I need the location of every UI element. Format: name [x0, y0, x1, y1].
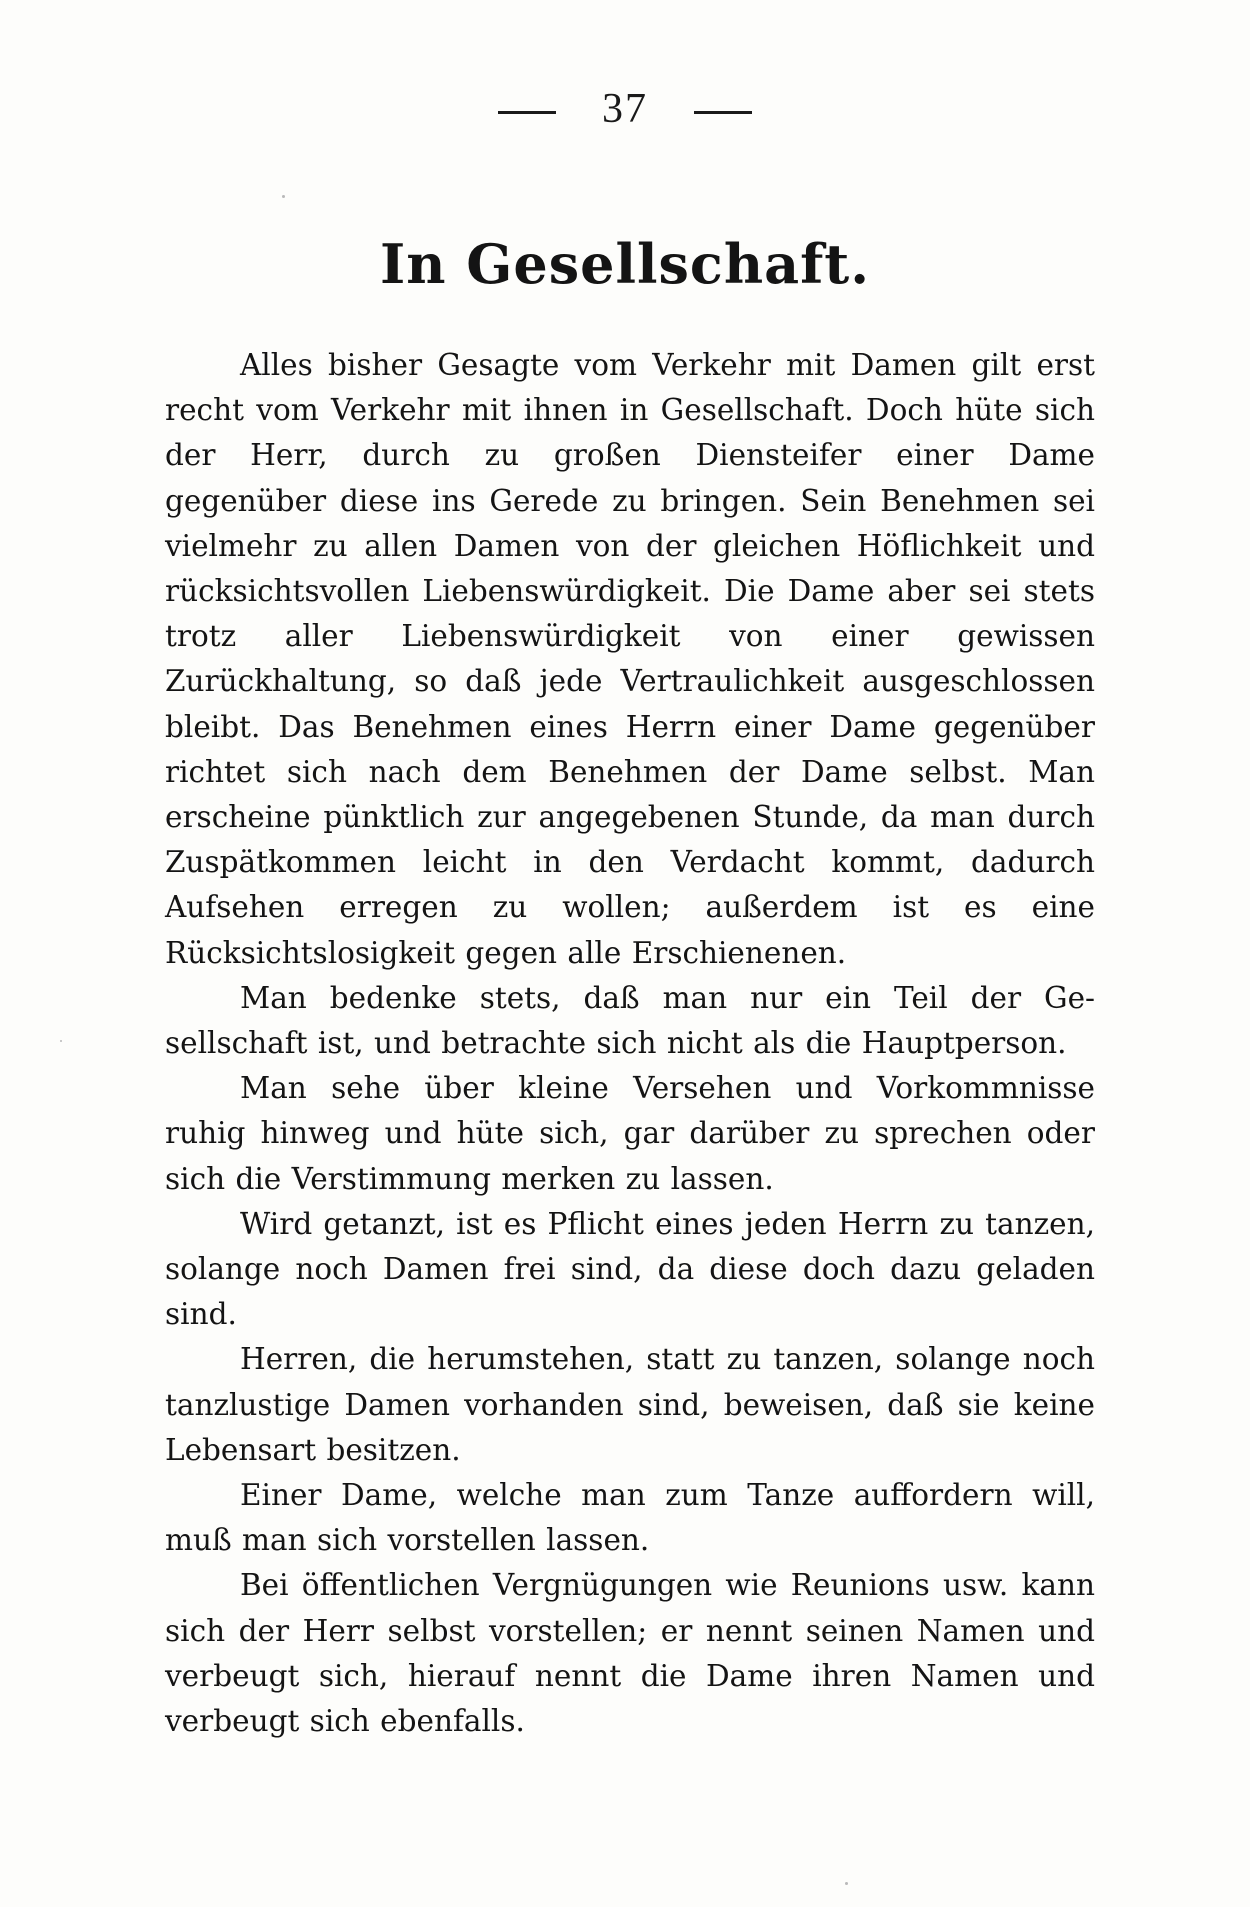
paragraph-3: Man sehe über kleine Versehen und Vorkommnisse ruhig hinweg und hüte sich, gar darüber zu sprechen oder sich die Verstimmung merken zu lassen. [165, 1071, 1095, 1196]
page-number-right-dash [694, 111, 752, 114]
paragraph-7: Bei öffentlichen Vergnügungen wie Reunions usw. kann sich der Herr selbst vorstellen; er nennt seinen Namen und verbeugt sich, hierauf nennt die Dame ihren Namen und verbeugt sich ebenfalls. [165, 1568, 1095, 1739]
paper-speck [845, 1882, 848, 1885]
chapter-title: In Gesellschaft. [379, 232, 871, 296]
paragraph-4: Wird getanzt, ist es Pflicht eines jeden Herrn zu tanzen, solange noch Damen frei sind, da diese doch dazu geladen sind. [165, 1206, 1095, 1332]
page-number-value: 37 [602, 86, 648, 132]
page-number [0, 85, 1250, 133]
body-text [165, 343, 1095, 1744]
paper-speck [282, 195, 285, 198]
paragraph-6: Einer Dame, welche man zum Tanze auffordern will, muß man sich vorstellen lassen. [165, 1478, 1095, 1558]
paper-speck [60, 1040, 62, 1042]
page-number-left-dash [498, 111, 556, 114]
paragraph-2: Man bedenke stets, daß man nur ein Teil der Gesellschaft ist, und betrachte sich nicht als die Hauptperson. [165, 980, 1095, 1061]
paragraph-1: Alles bisher Gesagte vom Verkehr mit Damen gilt erst recht vom Verkehr mit ihnen in Gesellschaft. Doch hüte sich der Herr, durch zu großen Diensteifer einer Dame gegenüber diese ins Gerede zu bringen. Sein Benehmen sei vielmehr zu allen Damen von der gleichen Höflichkeit und rücksichtsvollen Liebenswürdigkeit. Die Dame aber sei stets trotz aller Liebenswürdigkeit von einer gewissen Zurückhaltung, so daß jede Vertraulichkeit ausgeschlossen bleibt. Das Benehmen eines Herrn einer Dame gegenüber richtet sich nach dem Benehmen der Dame selbst. Man erscheine pünktlich zur angegebenen Stunde, da man durch Zuspätkommen leicht in den Verdacht kommt, dadurch Aufsehen erregen zu wollen; außerdem ist es eine Rücksichtslosigkeit gegen alle Erschienenen. [165, 348, 1095, 970]
paragraph-5: Herren, die herumstehen, statt zu tanzen, solange noch tanzlustige Damen vorhanden sind, beweisen, daß sie keine Lebensart besitzen. [165, 1342, 1095, 1467]
